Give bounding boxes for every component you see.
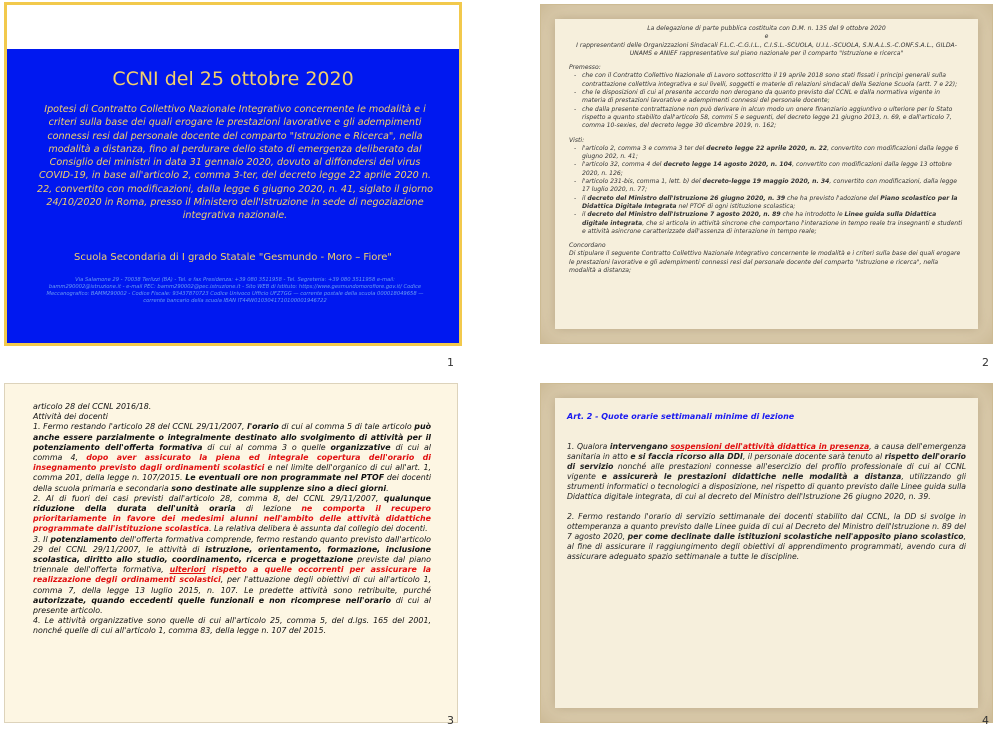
text: dei docenti della scuola primaria e secondaria	[33, 473, 432, 493]
slide-1-title: CCNI del 25 ottobre 2020	[112, 68, 354, 90]
text: nel PTOF di ogni istituzione scolastica;	[676, 202, 796, 210]
text: , a causa dell'emergenza sanitaria in atto	[567, 442, 966, 462]
text: di cui al comma 5 di tale articolo	[278, 422, 415, 432]
text: 1. Qualora	[567, 442, 610, 451]
list-item	[577, 178, 964, 195]
text: l'articolo 32, comma 4 del	[582, 161, 664, 169]
text-highlight: rispetto a quelle occorrenti per assicurare la realizzazione degli ordinamenti scolastici	[33, 565, 431, 585]
slide-1-school: Scuola Secondaria di I grado Statale "Gesmundo - Moro – Fiore"	[74, 252, 392, 263]
text: , per l'attuazione degli obiettivi di cui all'articolo 1, comma 7, della legge 13 luglio 2015, n. 107. Le predette attività sono retribuite, purché	[33, 575, 431, 595]
list-item: - che con il Contratto Collettivo Nazionale di Lavoro sottoscritto il 19 aprile 2018 sono stati fissati i principi generali sulla contrattazione collettiva integrativa e sui livelli, soggetti e materie di relazioni sindacali della Sezione Scuola (artt. 7 e 22);	[577, 72, 964, 89]
slide-4[interactable]	[540, 383, 993, 723]
text: , il personale docente sarà tenuto al	[742, 452, 885, 462]
list-item	[577, 211, 964, 236]
slide-2-visti-list	[569, 145, 964, 236]
text-bold: autorizzate	[33, 595, 84, 605]
text-bold: sono destinate alle supplenze sino a dieci giorni	[171, 483, 387, 493]
slide-4-heading: Art. 2 - Quote orarie settimanali minime di lezione	[567, 412, 795, 421]
slide-2-header	[571, 25, 962, 58]
slide-number-1: 1	[447, 356, 454, 369]
slide-2-visti	[569, 137, 964, 237]
slide-4-body	[567, 442, 966, 571]
text-bold: Linee guida sulla Didattica digitale integrata	[582, 211, 937, 227]
text: di lezione	[235, 504, 302, 514]
slide-2-and: e	[764, 33, 769, 41]
list-item	[577, 145, 964, 162]
text-bold: per come declinate dalle istituzioni scolastiche nell'apposito piano scolastico	[627, 531, 964, 541]
text-bold: organizzative	[330, 442, 391, 452]
text-bold: decreto-legge 19 maggio 2020, n. 34	[702, 178, 830, 186]
slide-1-contact-info: Via Salamone 29 - 70038 Terlizzi (BA) - Tel. e fax Presidenza: +39 080 3511958 - Tel. Segreteria: +39 080 3511958 e-mail: bamm290002@istruzione.it - e-mail PEC: bamm290002@pec.istruzione.it - Sito WEB di Istituto: https://www.gesmundomorofiore.gov.it/ Codice Meccanografico: BAMM290002 - Codice Fiscale: 93437870723 Codice Univoco Ufficio UFZ7GG — corrente postale della scuola 000018049658 — corrente bancario della scuola IBAN IT44W0103041710100001946722	[46, 277, 424, 304]
text-highlight: dopo aver assicurato la piena ed integrale copertura dell'orario di insegnamento previsto dagli ordinamenti scolastici	[33, 453, 432, 473]
text-bold: intervengano	[609, 442, 668, 451]
text-bold: può anche essere parzialmente o integralmente destinato allo svolgimento di attività per il potenziamento dell'offerta formativa	[33, 422, 431, 452]
text: .	[386, 483, 389, 493]
slide-3-heading: Attività dei docenti	[33, 412, 108, 422]
text-bold: Le eventuali ore non programmate nel PTOF	[185, 473, 385, 483]
text-bold: e assicurerà le prestazioni didattiche nelle modalità a distanza	[601, 472, 902, 482]
text-bold: rispetto dell'orario di servizio	[567, 452, 966, 472]
slide-3-paragraph-2	[33, 494, 431, 535]
text: 2. Al di fuori dei casi previsti dall'articolo 28, comma 8, del CCNL 29/11/2007,	[33, 493, 384, 503]
list-item	[577, 161, 964, 178]
text: , convertito con modificazioni dalla legge 6 giugno 202, n. 41;	[582, 144, 959, 161]
text: , utilizzando gli strumenti informatici o tecnologici a disposizione, nel rispetto di quanto previsto dalle Linee guida sulla Didattica digitale integrata, di cui al decreto del Ministro dell'Istruzione 26 giugno 2020, n. 39.	[567, 472, 966, 502]
text: dell'offerta formativa comprende, fermo restando quanto previsto dall'articolo 29 del CCNL 29/11/2007, le attività di	[33, 534, 431, 554]
text: di cui al presente articolo.	[33, 595, 431, 616]
slide-2-unions: I rappresentanti delle Organizzazioni Sindacali F.L.C.-C.G.I.L., C.I.S.L.-SCUOLA, U.I.L.-SCUOLA, S.N.A.L.S.-C.ONF.S.A.L., GILDA-UNAMS e ANIEF rappresentative sul piano nazionale per il comparto "Istruzione e ricerca"	[576, 41, 957, 57]
text: il	[582, 211, 588, 219]
text-bold: l'orario	[246, 422, 279, 432]
list-item: - che le disposizioni di cui al presente accordo non derogano da quanto previsto dal CCNL e dalla normativa vigente in materia di prestazioni lavorative e adempimenti connessi del personale docente;	[577, 89, 964, 106]
text-bold: istruzione, orientamento, formazione, inclusione scolastica, diritto allo studio, coordinamento, ricerca e progettazione	[33, 544, 431, 565]
slide-number-2: 2	[982, 356, 989, 369]
text: e nel limite dell'organico di cui all'art. 1, comma 201, della legge n. 107/2015.	[33, 463, 431, 483]
slide-4-paragraph-2	[567, 512, 966, 562]
slide-2-premesso	[569, 64, 964, 130]
text: che ha introdotto le	[780, 211, 845, 219]
slide-number-4: 4	[982, 714, 989, 727]
slide-1-subtitle: Ipotesi di Contratto Collettivo Nazionale Integrativo concernente le modalità e i criteri sulla base dei quali erogare le prestazioni lavorative e gli adempimenti connessi resi dal personale docente del comparto "Istruzione e Ricerca", nella modalità a distanza, fino al perdurare dello stato di emergenza deliberato dal Consiglio dei ministri in data 31 gennaio 2020, dovuto al diffondersi del virus COVID-19, in base all'articolo 2, comma 3-ter, del decreto legge 22 aprile 2020 n. 22, convertito con modificazioni, dalla legge 6 giugno 2020, n. 41, siglato il giorno 24/10/2020 in Roma, presso il Ministero dell'Istruzione in sede di negoziazione integrativa nazionale.	[36, 104, 434, 222]
slide-2-concordano-label: Concordano	[569, 242, 606, 250]
text-bold: , quando eccedenti quelle funzionali e non ricomprese nell'orario	[83, 595, 392, 605]
slide-2-delegation: La delegazione di parte pubblica costituita con D.M. n. 135 del 9 ottobre 2020	[647, 25, 886, 32]
slide-number-3: 3	[447, 714, 454, 727]
text: 1. Fermo restando l'articolo 28 del CCNL 29/11/2007,	[33, 422, 247, 432]
text: , convertito con modificazioni, dalla legge 17 luglio 2020, n. 77;	[582, 178, 957, 194]
slide-2-premesso-list	[569, 72, 964, 130]
text-bold: Piano scolastico per la Didattica Digitale Integrata	[582, 194, 958, 210]
text: l'articolo 2, comma 3 e comma 3 ter del	[582, 144, 707, 152]
slide-2-concordano-text: Di stipulare il seguente Contratto Collettivo Nazionale Integrativo concernente le modalità e i criteri sulla base dei quali erogare le prestazioni lavorative e gli adempimenti connessi resi dal personale docente del comparto "Istruzione e ricerca", nella modalità a distanza;	[569, 250, 961, 275]
slide-2-premesso-label: Premesso:	[569, 64, 601, 72]
slide-3-paragraph-3	[33, 535, 431, 617]
text-bold: qualunque riduzione della durata dell'unità oraria	[33, 493, 431, 514]
text: , che si articola in attività sincrone che comportano l'interazione in tempo reale tra insegnanti e studenti e attività asincrone caratterizzate dall'assenza di interazione in tempo reale;	[582, 219, 963, 235]
slide-4-paper	[555, 398, 978, 708]
text: di cui al comma 3 o quelle	[202, 442, 331, 452]
slide-3[interactable]	[4, 383, 458, 723]
text-bold: decreto legge 14 agosto 2020, n. 104	[663, 161, 793, 169]
text-highlight: ne comporta il recupero prioritariamente in favore dei medesimi alunni nell'ambito delle attività didattiche programmate dall'istituzione scolastica	[33, 504, 431, 534]
slide-3-body	[33, 402, 431, 637]
text: che ha previsto l'adozione del	[785, 194, 881, 202]
slide-3-paragraph-1	[33, 422, 431, 493]
text-bold: potenziamento	[50, 534, 118, 544]
slide-4-paragraph-1	[567, 442, 966, 503]
slide-1[interactable]	[4, 2, 462, 346]
text: , convertito con modificazioni dalla legge 13 ottobre 2020, n. 126;	[582, 161, 952, 177]
text: previste dal piano triennale dell'offerta formativa,	[33, 555, 431, 575]
text-bold: decreto del Ministro dell'Istruzione 7 agosto 2020, n. 89	[587, 211, 781, 219]
text-bold: decreto del Ministro dell'Istruzione 26 giugno 2020, n. 39	[587, 194, 786, 202]
text: di cui al comma 4,	[33, 442, 431, 463]
list-item: - che dalla presente contrattazione non può derivare in alcun modo un onere finanziario aggiuntivo o ulteriore per lo Stato rispetto a quanto stabilito dall'articolo 58, commi 5 e seguenti, del decreto legge 21 giugno 2013, n. 69, e dall'articolo 7, comma 10-sexies, del decreto legge 30 dicembre 2019, n. 162;	[577, 106, 964, 131]
text-highlight: sospensioni dell'attività didattica in presenza	[670, 442, 870, 451]
text-bold: decreto legge 22 aprile 2020, n. 22	[706, 144, 828, 152]
text-highlight: ulteriori	[169, 565, 206, 575]
list-item	[577, 195, 964, 212]
text: l'articolo 231-bis, comma 1, lett. b) del	[582, 178, 703, 186]
text-bold: e si faccia ricorso alla DDI	[630, 452, 743, 462]
slide-2-concordano	[569, 242, 964, 275]
text: 3. Il	[33, 534, 51, 544]
text: nonché alle prestazioni connesse all'esercizio del profilo professionale di cui al CCNL vigente	[567, 462, 967, 482]
slide-2-visti-label: Visti:	[569, 136, 585, 144]
slide-2[interactable]	[540, 4, 993, 344]
text: . La relativa delibera è assunta dal collegio dei docenti.	[208, 524, 428, 534]
slide-3-line: articolo 28 del CCNL 2016/18.	[33, 402, 152, 411]
text: , al fine di assicurare il raggiungimento degli obiettivi di apprendimento programmati, avendo cura di assicurare adeguato spazio settimanale a tutte le discipline.	[567, 531, 967, 561]
text: 2. Fermo restando l'orario di servizio settimanale dei docenti stabilito dal CCNL, la DD si svolge in ottemperanza a quanto previsto dalle Linee guida di cui al Decreto del Ministro dell'Istruzione n. 89 del 7 agosto 2020,	[567, 511, 966, 541]
slide-2-paper	[555, 19, 978, 329]
slide-3-paragraph-4: 4. Le attività organizzative sono quelle di cui all'articolo 25, comma 5, del d.lgs. 165 del 2001, nonché quelle di cui all'articolo 1, comma 83, della legge n. 107 del 2015.	[33, 616, 431, 636]
text: il	[582, 194, 588, 202]
